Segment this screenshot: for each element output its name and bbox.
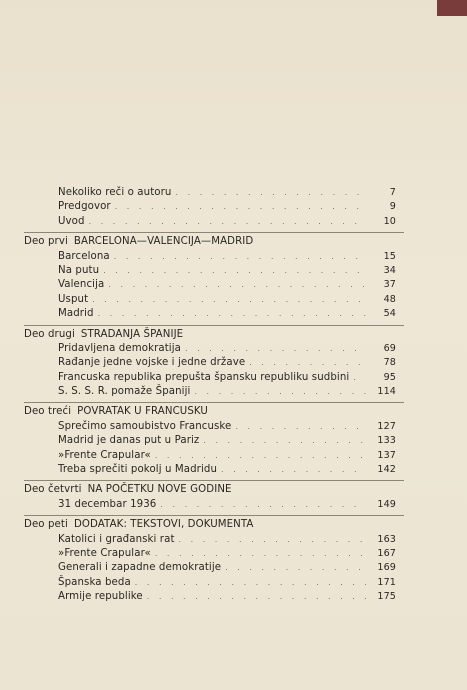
entry-label: Na putu bbox=[58, 264, 100, 276]
leader-dots bbox=[160, 498, 366, 512]
toc-entry[interactable] bbox=[24, 342, 396, 356]
leader-dots bbox=[155, 547, 366, 561]
leader-dots bbox=[155, 449, 366, 463]
entry-label: S. S. S. R. pomaže Španiji bbox=[58, 386, 191, 398]
section-heading[interactable] bbox=[24, 518, 396, 532]
entry-label: Katolici i građanski rat bbox=[58, 533, 175, 545]
toc-entry[interactable] bbox=[24, 547, 396, 561]
entry-label: Madrid bbox=[58, 308, 94, 320]
section-part: Deo peti bbox=[24, 519, 68, 531]
toc-entry[interactable] bbox=[24, 371, 396, 385]
section-part: Deo drugi bbox=[24, 328, 75, 340]
toc-section-3 bbox=[24, 405, 396, 477]
toc-entry[interactable] bbox=[24, 278, 396, 292]
entry-label: Francuska republika prepušta špansku republiku sudbini bbox=[58, 371, 350, 383]
toc-section-4 bbox=[24, 483, 396, 512]
page-corner-mark bbox=[437, 0, 467, 16]
section-title: NA POČETKU NOVE GODINE bbox=[87, 484, 232, 496]
leader-dots bbox=[92, 293, 366, 307]
entry-page: 54 bbox=[383, 308, 396, 320]
leader-dots bbox=[175, 186, 366, 200]
leader-dots bbox=[221, 463, 366, 477]
entry-label: Predgovor bbox=[58, 201, 111, 213]
toc-entry[interactable] bbox=[24, 434, 396, 448]
entry-label: Pridavljena demokratija bbox=[58, 342, 182, 354]
leader-dots bbox=[225, 561, 366, 575]
entry-label: Sprečimo samoubistvo Francuske bbox=[58, 420, 232, 432]
entry-page: 127 bbox=[377, 420, 396, 432]
leader-dots bbox=[179, 533, 366, 547]
entry-label: »Frente Crapular« bbox=[58, 547, 151, 559]
table-of-contents bbox=[24, 186, 396, 605]
leader-dots bbox=[98, 307, 366, 321]
entry-page: 37 bbox=[383, 279, 396, 291]
toc-entry[interactable] bbox=[24, 307, 396, 321]
entry-page: 142 bbox=[377, 464, 396, 476]
section-title: POVRATAK U FRANCUSKU bbox=[77, 406, 208, 418]
toc-intro bbox=[24, 186, 396, 229]
entry-page: 7 bbox=[389, 187, 396, 198]
entry-page: 48 bbox=[383, 293, 396, 305]
entry-label: »Frente Crapular« bbox=[58, 449, 151, 461]
entry-label: Španska beda bbox=[58, 576, 131, 588]
entry-page: 10 bbox=[383, 215, 396, 227]
entry-page: 175 bbox=[377, 591, 396, 603]
toc-entry[interactable] bbox=[24, 576, 396, 590]
entry-page: 171 bbox=[377, 576, 396, 588]
entry-label: 31 decembar 1936 bbox=[58, 498, 157, 510]
toc-entry[interactable] bbox=[24, 463, 396, 477]
entry-page: 167 bbox=[377, 547, 396, 559]
entry-label: Barcelona bbox=[58, 250, 110, 262]
entry-label: Nekoliko reči o autoru bbox=[58, 187, 172, 198]
toc-entry[interactable] bbox=[24, 293, 396, 307]
toc-entry[interactable] bbox=[24, 498, 396, 512]
leader-dots bbox=[135, 576, 366, 590]
entry-label: Usput bbox=[58, 293, 89, 305]
leader-dots bbox=[353, 371, 366, 385]
entry-page: 69 bbox=[383, 342, 396, 354]
entry-label: Uvod bbox=[58, 215, 85, 227]
entry-page: 9 bbox=[389, 201, 396, 213]
entry-page: 78 bbox=[383, 357, 396, 369]
toc-entry[interactable] bbox=[24, 356, 396, 370]
entry-label: Generali i zapadne demokratije bbox=[58, 562, 222, 574]
entry-label: Armije republike bbox=[58, 591, 143, 603]
section-heading[interactable] bbox=[24, 328, 396, 342]
toc-entry[interactable] bbox=[24, 449, 396, 463]
toc-entry[interactable] bbox=[24, 200, 396, 214]
section-title: DODATAK: TEKSTOVI, DOKUMENTA bbox=[73, 519, 254, 531]
entry-label: Rađanje jedne vojske i jedne države bbox=[58, 357, 246, 369]
leader-dots bbox=[147, 590, 366, 604]
section-title: STRADANJA ŠPANIJE bbox=[80, 328, 184, 340]
section-part: Deo četvrti bbox=[24, 484, 82, 496]
entry-label: Madrid je danas put u Pariz bbox=[58, 435, 200, 447]
entry-page: 15 bbox=[383, 250, 396, 262]
entry-page: 114 bbox=[377, 386, 396, 398]
entry-label: Valencija bbox=[58, 279, 105, 291]
entry-page: 163 bbox=[377, 533, 396, 545]
entry-page: 149 bbox=[377, 498, 396, 510]
toc-entry[interactable] bbox=[24, 420, 396, 434]
toc-entry[interactable] bbox=[24, 215, 396, 229]
entry-page: 169 bbox=[377, 562, 396, 574]
leader-dots bbox=[194, 385, 366, 399]
toc-entry[interactable] bbox=[24, 561, 396, 575]
leader-dots bbox=[249, 356, 366, 370]
toc-section-1 bbox=[24, 235, 396, 321]
toc-entry[interactable] bbox=[24, 186, 396, 200]
section-heading[interactable] bbox=[24, 483, 396, 497]
entry-page: 133 bbox=[377, 435, 396, 447]
entry-page: 95 bbox=[383, 371, 396, 383]
leader-dots bbox=[235, 420, 366, 434]
leader-dots bbox=[103, 264, 366, 278]
toc-section-2 bbox=[24, 328, 396, 400]
toc-entry[interactable] bbox=[24, 533, 396, 547]
section-heading[interactable] bbox=[24, 235, 396, 249]
entry-label: Treba sprečiti pokolj u Madridu bbox=[58, 464, 218, 476]
leader-dots bbox=[89, 215, 366, 229]
toc-entry[interactable] bbox=[24, 264, 396, 278]
entry-page: 137 bbox=[377, 449, 396, 461]
leader-dots bbox=[115, 200, 366, 214]
toc-section-5 bbox=[24, 518, 396, 604]
leader-dots bbox=[185, 342, 366, 356]
leader-dots bbox=[108, 278, 366, 292]
leader-dots bbox=[203, 434, 366, 448]
section-title: BARCELONA—VALENCIJA—MADRID bbox=[73, 236, 254, 248]
toc-entry[interactable] bbox=[24, 590, 396, 604]
section-part: Deo prvi bbox=[24, 236, 68, 248]
entry-page: 34 bbox=[383, 264, 396, 276]
leader-dots bbox=[114, 250, 366, 264]
toc-entry[interactable] bbox=[24, 250, 396, 264]
toc-entry[interactable] bbox=[24, 385, 396, 399]
section-part: Deo treći bbox=[24, 406, 72, 418]
section-heading[interactable] bbox=[24, 405, 396, 419]
